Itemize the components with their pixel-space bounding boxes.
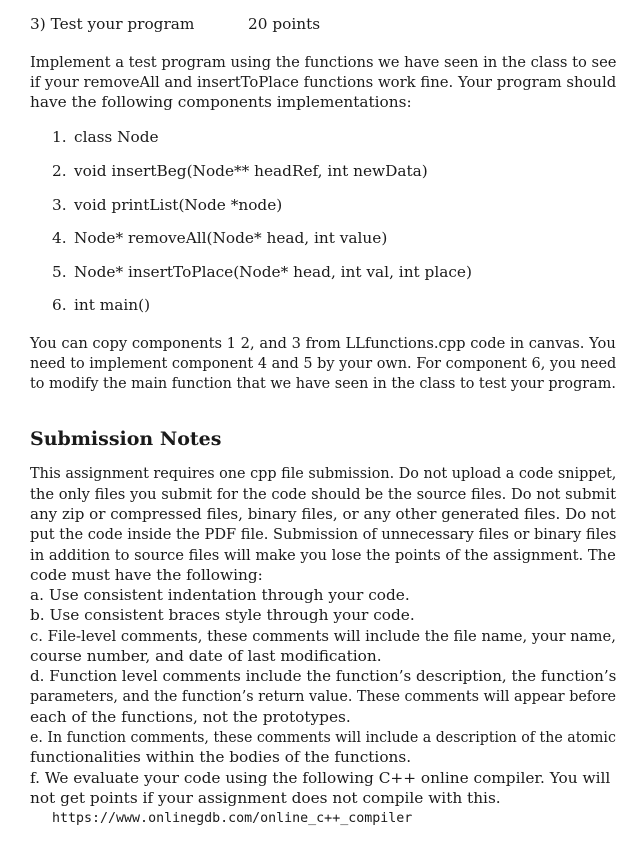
submission-line: any zip or compressed files, binary files, or any other generated files. Do not	[30, 505, 616, 523]
component-text: void printList(Node *node)	[74, 196, 283, 214]
intro-line: if your removeAll and insertToPlace functions work fine. Your program should	[30, 73, 617, 91]
submission-heading: Submission Notes	[30, 428, 222, 450]
submission-line: functionalities within the bodies of the functions.	[30, 748, 412, 766]
note-line: to modify the main function that we have seen in the class to test your program.	[30, 374, 616, 392]
component-number: 1.	[52, 128, 67, 146]
submission-line: b. Use consistent braces style through your code.	[30, 606, 415, 624]
component-text: class Node	[74, 128, 159, 146]
submission-line: This assignment requires one cpp file submission. Do not upload a code snippet,	[30, 464, 617, 482]
component-number: 3.	[52, 196, 67, 214]
submission-line: c. File-level comments, these comments will include the file name, your name,	[30, 627, 616, 645]
note-line: need to implement component 4 and 5 by your own. For component 6, you need	[30, 354, 617, 372]
question-points: 20 points	[248, 15, 321, 33]
component-text: Node* removeAll(Node* head, int value)	[74, 229, 388, 247]
submission-line: e. In function comments, these comments will include a description of the atomic	[30, 728, 616, 746]
submission-line: not get points if your assignment does not compile with this.	[30, 789, 501, 807]
submission-line: a. Use consistent indentation through your code.	[30, 586, 410, 604]
submission-line: in addition to source files will make you lose the points of the assignment. The	[30, 546, 616, 564]
component-number: 5.	[52, 263, 67, 281]
question-title: 3) Test your program	[30, 15, 195, 33]
submission-line: code must have the following:	[30, 566, 263, 584]
intro-line: have the following components implementations:	[30, 93, 412, 111]
submission-line: course number, and date of last modification.	[30, 647, 382, 665]
component-number: 4.	[52, 229, 67, 247]
component-text: void insertBeg(Node** headRef, int newData)	[74, 162, 428, 180]
submission-line: parameters, and the function’s return value. These comments will appear before	[30, 687, 617, 705]
submission-line: put the code inside the PDF file. Submission of unnecessary files or binary files	[30, 525, 617, 543]
intro-line: Implement a test program using the functions we have seen in the class to see	[30, 53, 617, 71]
submission-line: each of the functions, not the prototypes.	[30, 708, 351, 726]
submission-line: f. We evaluate your code using the following C++ online compiler. You will	[30, 769, 611, 787]
compiler-url: https://www.onlinegdb.com/online_c++_compiler	[52, 811, 413, 826]
note-line: You can copy components 1 2, and 3 from LLfunctions.cpp code in canvas. You	[30, 334, 616, 352]
component-text: int main()	[74, 296, 151, 314]
component-text: Node* insertToPlace(Node* head, int val, int place)	[74, 263, 472, 281]
submission-line: d. Function level comments include the function’s description, the function’s	[30, 667, 617, 685]
component-number: 2.	[52, 162, 67, 180]
component-number: 6.	[52, 296, 67, 314]
submission-line: the only files you submit for the code should be the source files. Do not submit	[30, 485, 616, 503]
